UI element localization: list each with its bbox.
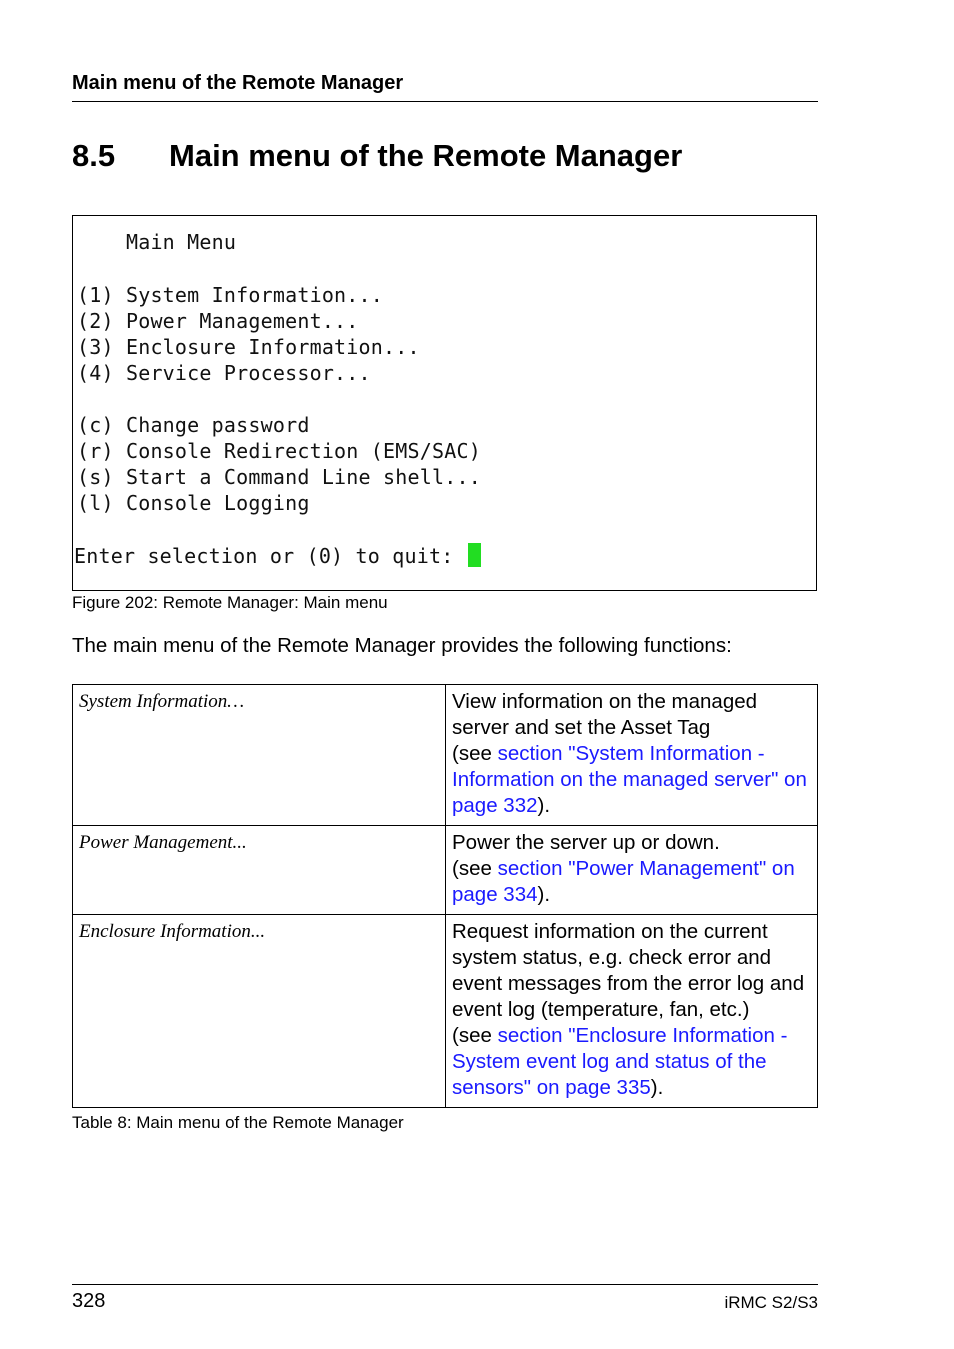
cross-reference-link[interactable]: section "Power Management" on page 334 — [452, 857, 795, 906]
table-cell-item: System Information… — [73, 685, 446, 826]
terminal-line: (c) Change password — [77, 413, 310, 437]
terminal-line: (l) Console Logging — [77, 491, 310, 515]
terminal-prompt: Enter selection or (0) to quit: — [74, 544, 466, 568]
table-cell-item: Power Management... — [73, 826, 446, 915]
table-cell-description — [446, 915, 818, 1108]
product-name: iRMC S2/S3 — [724, 1293, 818, 1312]
terminal-line: Main Menu — [77, 230, 237, 254]
table-cell-description — [446, 826, 818, 915]
functions-table — [72, 684, 818, 1108]
table-row — [73, 915, 818, 1108]
cross-reference-link[interactable]: section "Enclosure Information - System event log and status of the sensors" on page 335 — [452, 1024, 788, 1099]
table-cell-item: Enclosure Information... — [73, 915, 446, 1108]
intro-paragraph: The main menu of the Remote Manager provides the following functions: — [72, 634, 732, 657]
figure-caption: Figure 202: Remote Manager: Main menu — [72, 593, 388, 612]
section-number: 8.5 — [72, 138, 116, 173]
terminal-line: (4) Service Processor... — [77, 361, 371, 385]
cross-reference-link[interactable]: section "System Information - Information on the managed server" on page 332 — [452, 742, 807, 817]
see-prefix: (see — [452, 857, 498, 880]
description-text: Request information on the current system status, e.g. check error and event messages from the error log and event log (temperature, fan, etc.) — [452, 920, 805, 1021]
see-suffix: ). — [537, 883, 551, 906]
page-number: 328 — [72, 1290, 106, 1312]
terminal-line: (3) Enclosure Information... — [77, 335, 420, 359]
terminal-line: (r) Console Redirection (EMS/SAC) — [77, 439, 481, 463]
terminal-line: (2) Power Management... — [77, 309, 359, 333]
header-rule — [72, 101, 818, 102]
description-text: View information on the managed server and set the Asset Tag — [452, 690, 758, 739]
terminal-prompt-line — [74, 543, 481, 568]
terminal-cursor — [468, 543, 481, 567]
table-row — [73, 826, 818, 915]
terminal-line: (1) System Information... — [77, 283, 384, 307]
running-header: Main menu of the Remote Manager — [72, 72, 404, 94]
see-suffix: ). — [537, 794, 551, 817]
see-prefix: (see — [452, 742, 498, 765]
section-heading — [72, 138, 682, 174]
table-cell-description — [446, 685, 818, 826]
terminal-line: (s) Start a Command Line shell... — [77, 465, 481, 489]
table-caption: Table 8: Main menu of the Remote Manager — [72, 1113, 404, 1132]
see-prefix: (see — [452, 1024, 498, 1047]
see-suffix: ). — [650, 1076, 664, 1099]
footer-rule — [72, 1284, 818, 1285]
description-text: Power the server up or down. — [452, 831, 720, 854]
table-row — [73, 685, 818, 826]
terminal-screenshot — [72, 215, 817, 591]
section-title: Main menu of the Remote Manager — [169, 138, 683, 173]
